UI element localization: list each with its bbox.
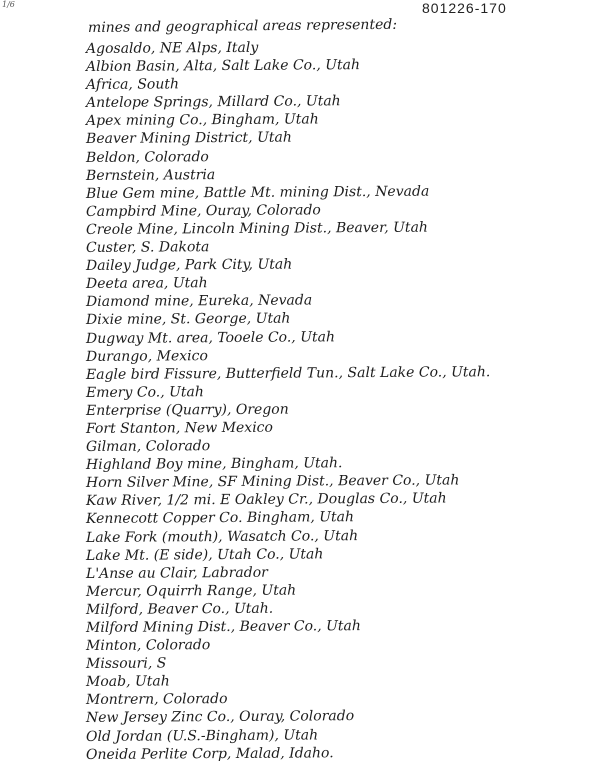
list-item: Lake Fork (mouth), Wasatch Co., Utah (85, 527, 359, 546)
list-item: Emery Co., Utah (85, 383, 204, 401)
corner-mark: 1/6 (2, 0, 15, 9)
list-item: Creole Mine, Lincoln Mining Dist., Beaver, Utah (85, 219, 428, 238)
list-item: Highland Boy mine, Bingham, Utah. (85, 455, 343, 474)
entry-list (86, 40, 490, 764)
list-item: Dugway Mt. area, Tooele Co., Utah (85, 328, 336, 347)
list-item: Eagle bird Fissure, Butterfield Tun., Salt Lake Co., Utah. (85, 363, 491, 383)
list-item: Kaw River, 1/2 mi. E Oakley Cr., Douglas Co., Utah (85, 490, 447, 510)
document-id: 801226-170 (422, 0, 507, 16)
list-item: Gilman, Colorado (85, 438, 211, 456)
list-item: Minton, Colorado (85, 637, 211, 655)
list-item: Horn Silver Mine, SF Mining Dist., Beaver Co., Utah (85, 472, 460, 492)
list-item: Moab, Utah (85, 673, 170, 691)
list-item: Beldon, Colorado (85, 148, 209, 166)
list-item: Fort Stanton, New Mexico (85, 419, 273, 437)
list-item: Bernstein, Austria (85, 166, 216, 184)
list-item: Milford Mining Dist., Beaver Co., Utah (85, 618, 361, 636)
list-item: Beaver Mining District, Utah (85, 130, 292, 148)
list-item: Dailey Judge, Park City, Utah (85, 256, 293, 275)
list-item: Antelope Springs, Millard Co., Utah (85, 93, 341, 112)
list-item: Mercur, Oquirrh Range, Utah (85, 582, 297, 600)
list-item: L'Anse au Clair, Labrador (85, 564, 268, 582)
list-item: Diamond mine, Eureka, Nevada (85, 292, 313, 311)
list-item: Campbird Mine, Ouray, Colorado (85, 202, 321, 220)
list-item: Albion Basin, Alta, Salt Lake Co., Utah (85, 57, 361, 76)
list-item: Dixie mine, St. George, Utah (85, 310, 291, 329)
list-item: Missouri, S (85, 655, 167, 673)
list-heading: mines and geographical areas represented: (87, 16, 398, 36)
list-item: New Jersey Zinc Co., Ouray, Colorado (85, 708, 355, 727)
list-item: Old Jordan (U.S.-Bingham), Utah (85, 726, 319, 745)
list-item: Kennecott Copper Co. Bingham, Utah (85, 509, 355, 528)
list-item: Deeta area, Utah (85, 275, 208, 293)
list-item: Africa, South (85, 76, 180, 94)
list-item: Montrern, Colorado (85, 691, 228, 709)
list-item: Lake Mt. (E side), Utah Co., Utah (85, 545, 324, 564)
list-item: Milford, Beaver Co., Utah. (85, 600, 274, 618)
list-item: Enterprise (Quarry), Oregon (85, 401, 289, 419)
list-item: Custer, S. Dakota (85, 239, 210, 257)
list-item: Oneida Perlite Corp, Malad, Idaho. (85, 744, 334, 763)
list-item: Durango, Mexico (85, 347, 208, 365)
list-item: Agosaldo, NE Alps, Italy (85, 39, 259, 57)
list-item: Blue Gem mine, Battle Mt. mining Dist., Nevada (85, 183, 430, 202)
list-item: Apex mining Co., Bingham, Utah (85, 111, 319, 130)
